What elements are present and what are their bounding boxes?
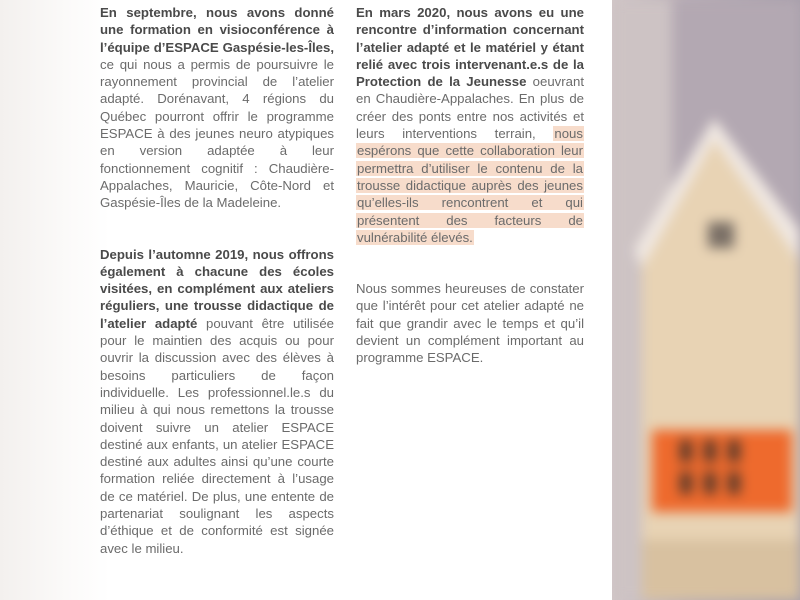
paragraph-rencontre-bold: En mars 2020, nous avons eu une rencontre d’information concernant l’atelier adapté et le matériel y étant relié avec trois intervenant.e.s de la Protection de la Jeunesse — [356, 5, 584, 90]
paragraph-trousse — [100, 246, 334, 557]
paragraph-rencontre — [356, 4, 584, 246]
paragraph-trousse-text: pouvant être utilisée pour le maintien des acquis ou pour ouvrir la discussion avec des élèves à besoins particuliers de façon individuelle. Les professionnel.le.s du milieu à qui nous remettons la trousse doivent suivre un atelier ESPACE destiné aux enfants, un atelier ESPACE destiné aux adultes ainsi qu’une courte formation reliée directement à l’usage de ce matériel. De plus, une entente de partenariat soulignant les aspects d’éthique et de conformité est signée avec le milieu. — [100, 315, 334, 556]
house-photo-icon — [612, 0, 800, 600]
paragraph-rencontre-text: oeuvrant en Chaudière-Appalaches. En plus de créer des ponts entre nos activités et leurs interventions terrain, — [356, 74, 584, 142]
paragraph-formation-bold: En septembre, nous avons donné une formation en visioconférence à l’équipe d’ESPACE Gaspésie-les-Îles, — [100, 5, 334, 55]
paragraph-conclusion: Nous sommes heureuses de constater que l’intérêt pour cet atelier adapté ne fait que grandir avec le temps et qu’il devient un complément important au programme ESPACE. — [356, 281, 584, 366]
text-column-right — [356, 4, 584, 367]
page-left-fade — [0, 0, 110, 600]
house-photo — [612, 0, 800, 600]
paragraph-formation — [100, 4, 334, 212]
text-column-left — [100, 4, 334, 557]
highlighted-text: nous espérons que cette collaboration leur permettra d’utiliser le contenu de la trousse didactique auprès des jeunes qu’elles-ils rencontrent et qui présentent des facteurs de vulnérabilité élevés. — [357, 126, 583, 245]
paragraph-formation-text: ce qui nous a permis de poursuivre le rayonnement provincial de l’atelier adapté. Dorénavant, 4 régions du Québec pourront offrir le programme ESPACE à des jeunes neuro atypiques en version adaptée à leur fonctionnement cognitif : Chaudière-Appalaches, Mauricie, Côte-Nord et Gaspésie-Îles de la Madeleine. — [100, 56, 334, 211]
paragraph-trousse-bold: Depuis l’automne 2019, nous offrons également à chacune des écoles visitées, en complément aux ateliers réguliers, une trousse didactique de l’atelier adapté — [100, 246, 334, 331]
